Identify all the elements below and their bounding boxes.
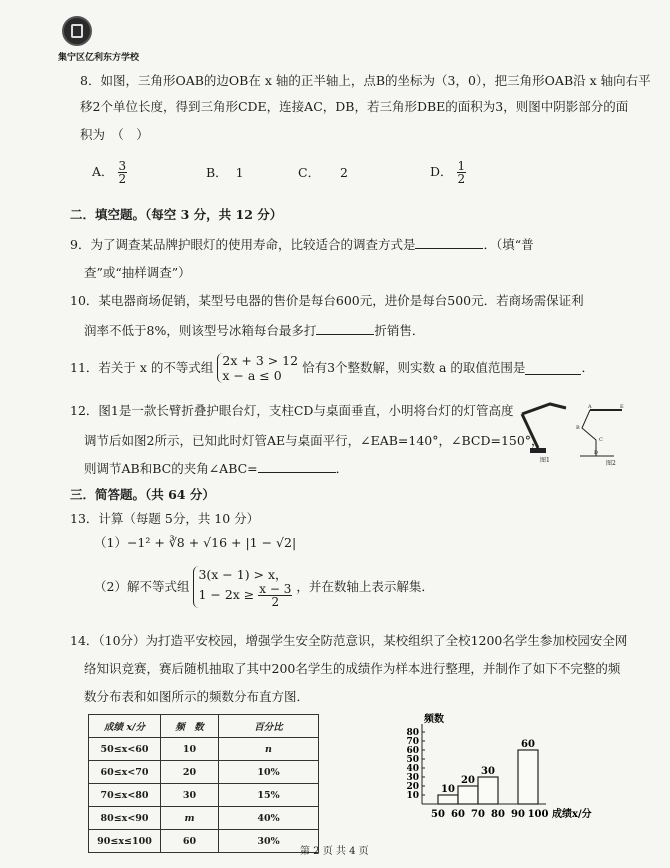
- x-tick-label: 90: [511, 809, 525, 820]
- q8-line1: 8．如图，三角形OAB的边OB在 x 轴的正半轴上，点B的坐标为（3，0），把三角形OAB沿 x 轴向右平: [80, 73, 651, 88]
- svg-text:图2: 图2: [606, 460, 616, 466]
- svg-text:D: D: [594, 450, 599, 456]
- x-tick-label: 70: [471, 809, 485, 820]
- y-tick-label: 70: [406, 737, 419, 747]
- q13-title: 13．计算（每题 5分，共 10 分）: [70, 511, 260, 526]
- q8-option-c: C． 2: [298, 165, 348, 180]
- svg-text:A: A: [588, 404, 592, 410]
- table-row: 50≤x<60 10 n: [89, 738, 319, 761]
- q9-line2: 查”或“抽样调查”）: [84, 265, 191, 280]
- q10-line1: 10．某电器商场促销，某型号电器的售价是每台600元，进价是每台500元．若商场需保证利: [70, 293, 584, 308]
- y-tick-label: 50: [406, 755, 419, 765]
- q8-option-d: D． $\frac{1}{2}$: [430, 159, 466, 186]
- y-tick-label: 30: [406, 773, 419, 783]
- frequency-histogram: [400, 700, 640, 830]
- bar-data-label: 10: [441, 784, 455, 795]
- table-header-row: 成绩 x/分 频 数 百分比: [89, 715, 319, 738]
- histogram-bar: [438, 795, 458, 804]
- section-3-title: 三．简答题。（共 64 分）: [70, 487, 215, 502]
- svg-text:图1: 图1: [540, 457, 550, 464]
- q8-line3: 积为 （ ）: [80, 127, 149, 142]
- histogram-bar: [518, 750, 538, 804]
- bar-data-label: 30: [481, 766, 495, 777]
- q12-line3: 则调节AB和BC的夹角∠ABC= ．: [84, 461, 349, 476]
- q10-line2: 润率不低于8%，则该型号冰箱每台最多打 折销售．: [84, 323, 425, 338]
- y-axis-label: 频数: [424, 714, 444, 725]
- table-row: 80≤x<90 m 40%: [89, 807, 319, 830]
- table-row: 90≤x≤100 60 30%: [89, 830, 319, 853]
- q13-part2: （2）解不等式组 3(x − 1) > x， 1 − 2x ≥ $\frac{x - 3}{2}$ ，并在数轴上表示解集．: [94, 567, 434, 609]
- y-tick-label: 10: [406, 791, 419, 801]
- y-tick-label: 80: [406, 728, 419, 738]
- svg-text:C: C: [599, 437, 603, 443]
- q14-line2: 络知识竞赛，赛后随机抽取了其中200名学生的成绩作为样本进行整理，并制作了如下不完整的频: [84, 661, 621, 676]
- y-tick-label: 40: [406, 764, 419, 774]
- q8-option-b: B． 1: [206, 165, 244, 180]
- school-name: 集宁区亿利东方学校: [58, 53, 140, 63]
- lamp-figure-2: [576, 404, 624, 466]
- q9-line1: 9．为了调查某品牌护眼灯的使用寿命，比较适合的调查方式是 ．（填“普: [70, 237, 534, 252]
- q12-line2: 调节后如图2所示，已知此时灯管AE与桌面平行，∠EAB=140°，∠BCD=150°，: [84, 433, 544, 448]
- lamp-figure-1: [522, 404, 566, 464]
- school-logo-icon: [62, 16, 92, 46]
- table-row: 60≤x<70 20 10%: [89, 761, 319, 784]
- q12-line1: 12．图1是一款长臂折叠护眼台灯，支柱CD与桌面垂直，小明将台灯的灯管高度: [70, 403, 514, 418]
- q13-part1: （1）−1² + ∛8 + √16 + |1 − √2|: [94, 535, 297, 550]
- svg-text:E: E: [620, 404, 624, 410]
- q8-option-a: A． $\frac{3}{2}$: [92, 159, 127, 186]
- q14-line3: 数分布表和如图所示的频数分布直方图．: [84, 689, 310, 704]
- q8-line2: 移2个单位长度，得到三角形CDE，连接AC，DB，若三角形DBE的面积为3，则图中阴影部分的面: [80, 99, 629, 114]
- histogram-bar: [458, 786, 478, 804]
- y-tick-label: 20: [406, 782, 419, 792]
- histogram-bar: [478, 777, 498, 804]
- x-tick-label: 60: [451, 809, 465, 820]
- bar-data-label: 60: [521, 739, 535, 750]
- section-2-title: 二．填空题。（每空 3 分，共 12 分）: [70, 207, 283, 222]
- svg-text:B: B: [576, 425, 580, 431]
- x-axis-label: 成绩x/分: [552, 809, 592, 820]
- table-row: 70≤x<80 30 15%: [89, 784, 319, 807]
- lamp-figures: [510, 398, 630, 466]
- x-tick-label: 80: [491, 809, 505, 820]
- frequency-table: [88, 714, 319, 853]
- q11: 11．若关于 x 的不等式组 2x + 3 > 12 x − a ≤ 0 恰有3个整数解，则实数 a 的取值范围是 ．: [70, 353, 594, 383]
- page-footer: 第 2 页 共 4 页: [300, 846, 369, 857]
- y-tick-label: 60: [406, 746, 419, 756]
- bar-data-label: 20: [461, 775, 475, 786]
- q14-line1: 14．（10分）为打造平安校园，增强学生安全防范意识，某校组织了全校1200名学生参加校园安全网: [70, 633, 628, 648]
- x-tick-label: 50: [431, 809, 445, 820]
- x-tick-label: 100: [527, 809, 549, 820]
